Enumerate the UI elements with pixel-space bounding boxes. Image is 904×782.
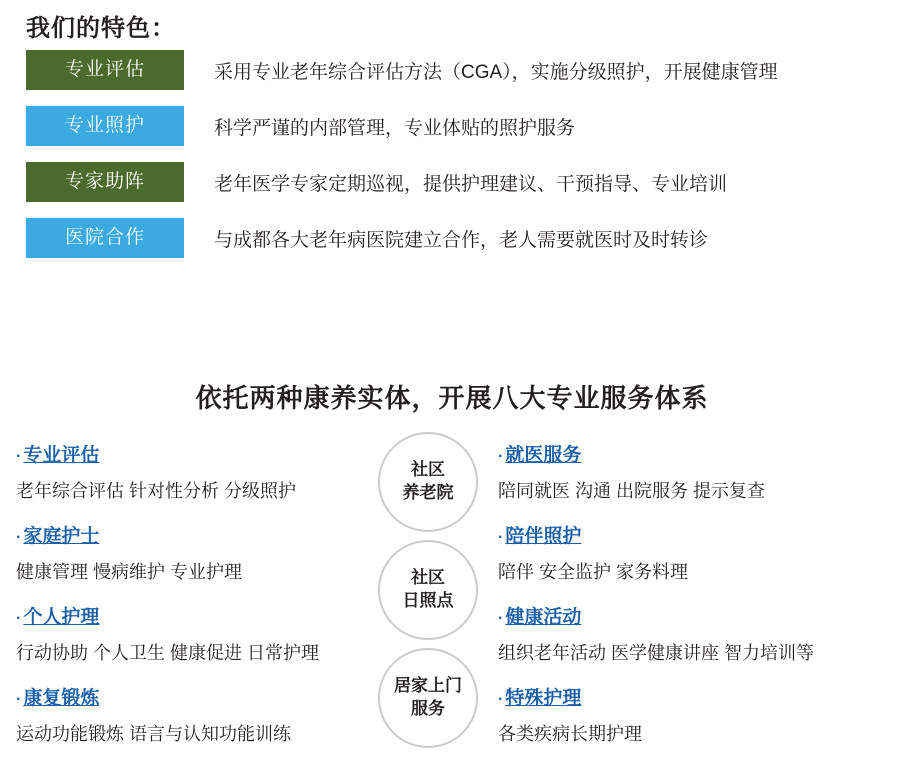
service-item — [498, 602, 858, 665]
feature-tag: 医院合作 — [26, 218, 184, 258]
services-left-column — [16, 440, 376, 764]
service-body: 各类疾病长期护理 — [498, 724, 642, 744]
service-body: 陪伴 安全监护 家务料理 — [498, 562, 689, 582]
bullet-icon: · — [16, 529, 22, 546]
services-title: 依托两种康养实体，开展八大专业服务体系 — [195, 383, 709, 413]
bullet-icon: · — [16, 448, 22, 465]
service-heading[interactable]: 特殊护理 — [505, 688, 582, 709]
service-heading[interactable]: 陪伴照护 — [505, 526, 582, 547]
service-heading[interactable]: 家庭护士 — [23, 526, 100, 547]
page-title: 我们的特色： — [26, 15, 176, 42]
entity-circle — [378, 432, 478, 532]
service-body: 陪同就医 沟通 出院服务 提示复查 — [498, 481, 766, 501]
bullet-icon: · — [498, 691, 504, 708]
feature-text: 采用专业老年综合评估方法（CGA），实施分级照护，开展健康管理 — [214, 61, 778, 83]
entity-circle-line1: 社区 — [411, 460, 445, 480]
entity-circles — [378, 432, 488, 772]
service-heading[interactable]: 康复锻炼 — [23, 688, 100, 709]
feature-text: 科学严谨的内部管理，专业体贴的照护服务 — [214, 117, 576, 139]
entity-circle — [378, 648, 478, 748]
services-right-column — [498, 440, 858, 764]
service-heading[interactable]: 个人护理 — [23, 607, 100, 628]
service-body: 健康管理 慢病维护 专业护理 — [16, 562, 243, 582]
features-section — [0, 0, 904, 290]
bullet-icon: · — [498, 448, 504, 465]
service-heading-wrap — [498, 602, 858, 639]
service-heading-wrap — [16, 683, 376, 720]
feature-text: 与成都各大老年病医院建立合作，老人需要就医时及时转诊 — [214, 229, 709, 251]
bullet-icon: · — [498, 610, 504, 627]
services-section — [0, 348, 904, 782]
service-body: 行动协助 个人卫生 健康促进 日常护理 — [16, 643, 320, 663]
feature-text: 老年医学专家定期巡视，提供护理建议、干预指导、专业培训 — [214, 173, 728, 195]
bullet-icon: · — [16, 610, 22, 627]
service-item — [16, 602, 376, 665]
service-item — [498, 683, 858, 746]
service-item — [16, 521, 376, 584]
service-heading-wrap — [16, 440, 376, 477]
feature-tag: 专业评估 — [26, 50, 184, 90]
service-heading[interactable]: 专业评估 — [23, 445, 100, 466]
feature-row — [26, 106, 575, 146]
section-divider — [0, 340, 904, 341]
service-heading[interactable]: 就医服务 — [505, 445, 582, 466]
service-body: 组织老年活动 医学健康讲座 智力培训等 — [498, 643, 815, 663]
entity-circle-line2: 服务 — [411, 699, 445, 718]
bullet-icon: · — [16, 691, 22, 708]
service-item — [16, 683, 376, 746]
entity-circle-line1: 社区 — [411, 568, 445, 588]
service-heading-wrap — [498, 440, 858, 477]
service-heading-wrap — [16, 521, 376, 558]
service-body: 运动功能锻炼 语言与认知功能训练 — [16, 724, 291, 744]
feature-row — [26, 162, 727, 202]
service-item — [16, 440, 376, 503]
entity-circle — [378, 540, 478, 640]
service-item — [498, 521, 858, 584]
service-heading-wrap — [498, 683, 858, 720]
entity-circle-line1: 居家上门 — [394, 676, 462, 696]
bullet-icon: · — [498, 529, 504, 546]
feature-tag: 专业照护 — [26, 106, 184, 146]
service-item — [498, 440, 858, 503]
feature-tag: 专家助阵 — [26, 162, 184, 202]
service-body: 老年综合评估 针对性分析 分级照护 — [16, 481, 297, 501]
service-heading[interactable]: 健康活动 — [505, 607, 582, 628]
feature-row — [26, 50, 778, 90]
service-heading-wrap — [498, 521, 858, 558]
entity-circle-line2: 养老院 — [402, 483, 454, 502]
entity-circle-line2: 日照点 — [402, 591, 454, 610]
service-heading-wrap — [16, 602, 376, 639]
feature-row — [26, 218, 708, 258]
